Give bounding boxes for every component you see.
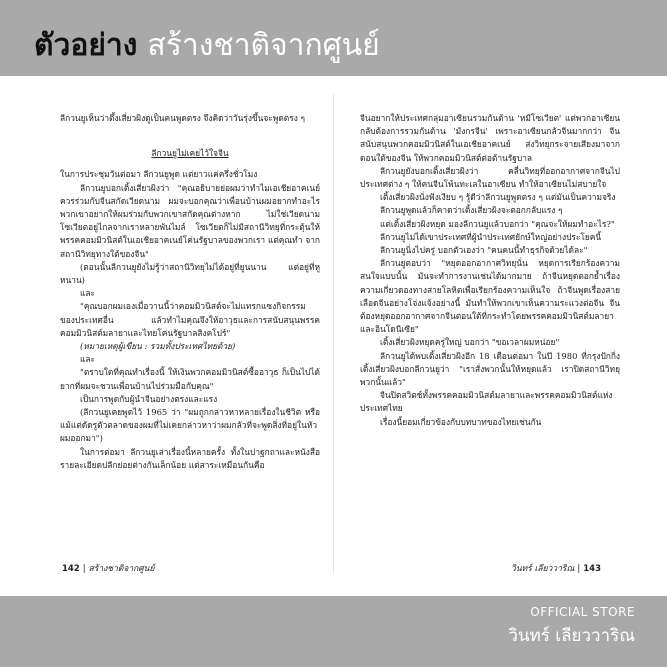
paragraph: ลีกวนยูบอกเติ้งเสี่ยวผิงว่า "คุณอธิบายย่อผมว่าทำไมเอเชียอาคเนย์ควรร่วมกับจีนสกัดเวียดนาม ผมจะบอกคุณว่าเพื่อนบ้านผมอยากทำอะไร พวกเขาอยากให้ผมร่วมกับพวกเขาสกัดคุณต่างหาก ไม่ใช่เวียดนาม โซเวียตอยู่ไกลจากเราหลายพันไมล์ โซเวียตก็ไม่มีสถานีวิทยุที่กระตุ้นให้พรรคคอมมิวนิสต์ในเอเชียอาคเนย์โค่นรัฐบาลของพวกเรา แต่คุณทำ จากสถานีวิทยุทางใต้ของจีน" bbox=[60, 182, 320, 259]
paragraph: เป็นการพูดกับผู้นำจีนอย่างตรงและแรง bbox=[80, 393, 218, 404]
paragraph: จีนปิดสวิตช์ทั้งพรรคคอมมิวนิสต์มลายาและพรรคคอมมิวนิสต์แห่งประเทศไทย bbox=[360, 390, 613, 414]
right-page-column bbox=[360, 112, 620, 429]
header-book-title: สร้างชาติจากศูนย์ bbox=[147, 28, 380, 63]
footer-divider: | bbox=[82, 564, 86, 574]
paragraph: ในการประชุมวันต่อมา ลีกวนยูพูด แต่ยาวแค่ครึ่งชั่วโมง bbox=[60, 169, 258, 180]
paragraph: ในการต่อมา ลีกวนยูเล่าเรื่องนี้หลายครั้ง ทั้งในปาฐกถาและหนังสือ รายละเอียดปลีกย่อยต่างกันเล็กน้อย แต่สาระเหมือนกันคือ bbox=[60, 446, 320, 470]
paragraph: จีนอยากให้ประเทศกลุ่มอาเซียนรวมกันต้าน 'หมีโซเวียต' แต่พวกอาเซียนกลับต้องการรวมกันต้าน 'มังกรจีน' เพราะอาเซียนกลัวจีนมากกว่า จีนสนับสนุนพวกคอมมิวนิสต์ในเอเชียอาคเนย์ ส่งวิทยุกระจายเสียงมาจากดอนใต้ของจีน ให้พวกคอมมิวนิสต์ต่อต้านรัฐบาล bbox=[360, 113, 620, 163]
page-number-right: 143 bbox=[583, 564, 601, 574]
left-page-footer bbox=[62, 561, 154, 575]
paragraph: ลีกวนยูพูดแล้วก็คาดว่าเติ้งเสี่ยวผิงจะตอกกลับแรง ๆ bbox=[380, 205, 563, 216]
running-author: วินทร์ เลียววาริณ bbox=[511, 564, 575, 574]
page-gutter bbox=[333, 94, 334, 574]
paragraph: ลีกวนยูนิ่งไปครู่ บอกตัวเองว่า "คนคนนี้ทำธุรกิจด้วยได้ละ" bbox=[380, 245, 588, 256]
paragraph: "คุณบอกผมเองเมื่อวานนี้ว่าคอมมิวนิสต์จะไม่แทรกแซงกิจกรรมของประเทศอื่น แล้วทำไมคุณจึงให้อาวุธและการสนับสนุนพรรคคอมมิวนิสต์มลายาและไทยโค่นรัฐบาลสิงคโปร์" bbox=[60, 301, 320, 338]
store-label: OFFICIAL STORE bbox=[530, 605, 635, 619]
paragraph: ลีกวนยูเห็นว่าตึ้งเสี่ยวผิงดูเป็นคนพูดตรง จึงคิดว่าวันรุ่งขึ้นจะพูดตรง ๆ bbox=[60, 113, 305, 123]
paragraph: แต่เติ้งเสี่ยวผิงหยุด มองลีกวนยูแล้วบอกว่า "คุณจะให้ผมทำอะไร?" bbox=[380, 218, 615, 229]
paragraph: (ตอนนั้นลีกวนยูยังไม่รู้ว่าสถานีวิทยุไม่ได้อยู่ที่ยูนนาน แต่อยู่ที่หูหนาน) bbox=[60, 261, 320, 286]
paragraph: (ลีกวนยูเคยพูดไว้ 1965 ว่า "ผมถูกกล่าวหาหลายเรื่องในชีวิต หรือแม้แต่ดัดรูตัวตลาดของผมที่ไม่เคยกล่าวหาว่าผมกลัวที่จะพูดสิ่งที่อยู่ในหัวผมออกมา") bbox=[60, 407, 320, 444]
paragraph: ลีกวนยูได้พบเติ้งเสี่ยวผิงอีก 18 เดือนต่อมา ในปี 1980 ที่กรุงปักกิ่ง เติ้งเสี่ยวผิงบอกลีกวนยูว่า "เราสั่งพวกนั้นให้หยุดแล้ว เราปิดสถานีวิทยุพวกนั้นแล้ว" bbox=[360, 350, 620, 388]
running-title: สร้างชาติจากศูนย์ bbox=[88, 564, 155, 574]
paragraph: และ bbox=[80, 288, 96, 299]
paragraph: และ bbox=[80, 354, 96, 365]
paragraph: เติ้งเสี่ยวผิงหยุดครู่ใหญ่ บอกว่า "ขอเวลาผมหน่อย" bbox=[380, 337, 560, 348]
author-note: (หมายเหตุผู้เขียน : รวมทั้งประเทศไทยด้วย) bbox=[80, 341, 236, 352]
right-page-footer bbox=[511, 561, 601, 575]
header-label: ตัวอย่าง bbox=[34, 28, 138, 63]
book-header-title bbox=[34, 22, 380, 69]
paragraph: ลีกวนยูยังบอกเติ้งเสี่ยวผิงว่า คลื่นวิทยุที่ออกอากาศจากจีนไปประเทศต่าง ๆ ให้คนจีนโพ้นทะเลในอาเซียน ทำให้อาเซียนไม่สบายใจ bbox=[360, 165, 620, 190]
paragraph: ลีกวนยูตอบว่า "หยุดออกอากาศวิทยุนั่น หยุดการเรียกร้องความสนใจแบบนั้น มันจะทำการงานเช่นได้มากมาย ถ้าจีนหยุดตอกย้ำเรื่องความเกี่ยวดองทางสายโลหิตเพื่อเรียกร้องความเห็นใจ ถ้าจีนพูดเรื่องสายเลือดจีนอย่างโจ่งแจ้งอย่างนี้ มันทำให้พวกเขาเห็นความระแวงต่อจีน จีนต้องหยุดออกอากาศจากจีนตอนใต้ที่กระทำโดยพรรคคอมมิวนิสต์มลายาและอินโดนีเซีย" bbox=[360, 258, 620, 335]
paragraph: เรื่องนี้ยอมเกี่ยวข้องกับบทบาทของไทยเช่นกัน bbox=[380, 416, 542, 427]
paragraph: "ตราบใดที่คุณทำเรื่องนี้ ให้เงินพวกคอมมิวนิสต์ซื้ออาวุธ ก็เป็นไปได้ยากที่ผมจะชวนเพื่อนบ้านไปร่วมมือกับคุณ" bbox=[60, 367, 320, 391]
paragraph: เติ้งเสี่ยวผิงนั่งฟังเงียบ ๆ รู้ดีว่าลีกวนยูพูดตรง ๆ แต่มันเป็นความจริง bbox=[380, 192, 616, 203]
footer-divider: | bbox=[577, 564, 581, 574]
page-number-left: 142 bbox=[62, 564, 80, 574]
section-heading: ลีกวนยูไม่เคยไว้ใจจีน bbox=[151, 148, 229, 159]
left-page-column bbox=[60, 112, 320, 472]
paragraph: ลีกวนยูไม่ได้เขาประเทศที่ผู้นำประเทศยักษ์ใหญ่อย่างประโยคนี้ bbox=[380, 231, 602, 242]
store-author-name: วินทร์ เลียววาริณ bbox=[508, 626, 635, 646]
